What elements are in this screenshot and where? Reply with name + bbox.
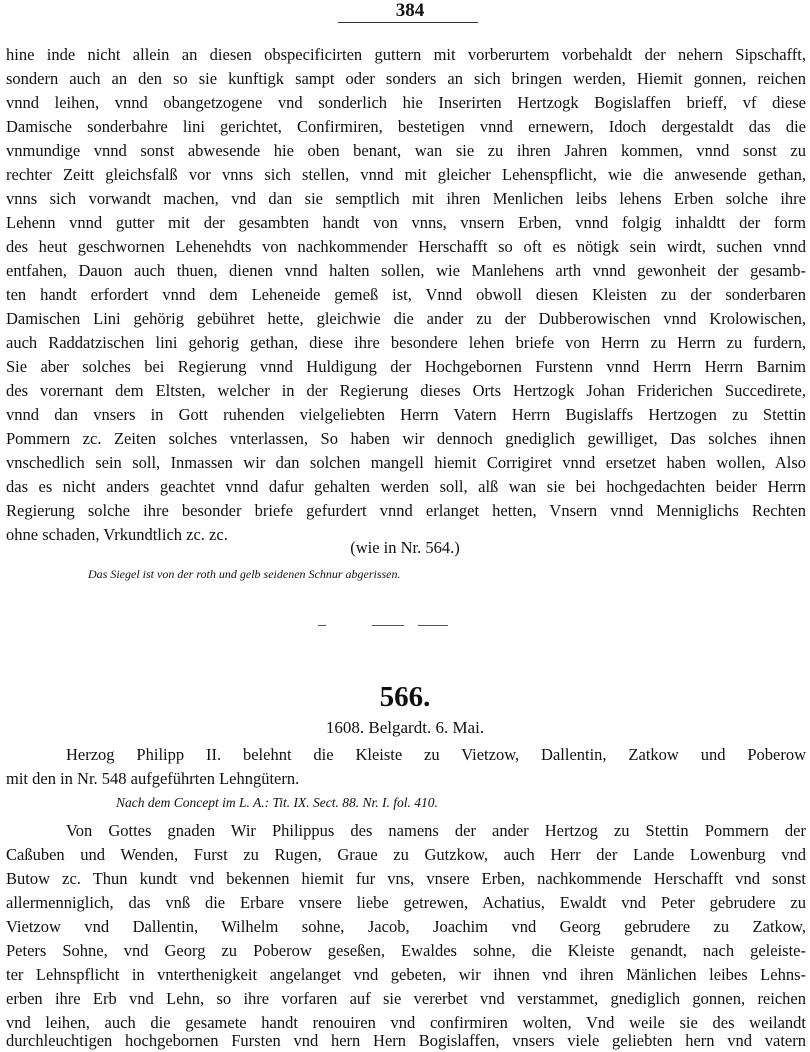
text-line: ohne schaden, Vrkundtlich zc. zc. bbox=[6, 525, 228, 544]
document-date: 1608. Belgardt. 6. Mai. bbox=[325, 718, 485, 737]
reference-note: (wie in Nr. 564.) bbox=[350, 538, 460, 557]
text-line: Peters Sohne, vnd Georg zu Poberow geseßen, Ewaldes sohne, die Kleiste genandt, nach geleiste- bbox=[6, 941, 806, 960]
text-line: ter Lehnspflicht in vnterthenigkeit angelanget vnd gebeten, wir ihnen vnd ihren Mänlichen leibes Lehns- bbox=[6, 965, 806, 984]
text-line: rechter Zeitt gleichsfalß vor vnns sich stellen, vnnd mit gleicher Lehenspflicht, wie die anwesende gethan, bbox=[6, 165, 806, 184]
source-note: Nach dem Concept im L. A.: Tit. IX. Sect. 88. Nr. I. fol. 410. bbox=[116, 795, 438, 810]
text-line: Regierung solche ihre besonder briefe gefurdert vnnd erlanget hetten, Vnsern vnnd Menniglichs Rechten bbox=[6, 501, 806, 520]
text-line: vnnd leihen, vnnd obangetzogene vnd sonderlich hie Inserirten Hertzogk Bogislaffen brieff, vf diese bbox=[6, 93, 806, 112]
text-line: auch Raddatzischen lini gehorig gethan, diese ihre besondere lehen briefe von Herrn zu Herrn zu furdern, bbox=[6, 333, 806, 352]
section-divider bbox=[318, 625, 448, 629]
document-number: 566. bbox=[379, 681, 431, 713]
text-line: vnd leihen, auch die gesamete handt renouiren vnd confirmiren wolten, Vnd weile sie des weilandt bbox=[6, 1013, 806, 1032]
page-number: 384 bbox=[395, 0, 425, 21]
text-line: durchleuchtigen hochgebornen Fursten vnd hern Hern Bogislaffen, vnsers viele geliebten hern vnd vatern bbox=[6, 1031, 806, 1050]
text-line: allermenniglich, das vnß die Erbare vnsere liebe getrewen, Achatius, Ewaldt vnd Peter gebrudere zu bbox=[6, 893, 806, 912]
text-line: des heut geschwornen Lehenehdts von nachkommender Herschafft so oft es nötigk sein wirdt, suchen vnnd bbox=[6, 237, 806, 256]
text-line: Sie aber solches bei Regierung vnnd Huldigung der Hochgebornen Furstenn vnnd Herrn Herrn Barnim bbox=[6, 357, 806, 376]
text-line: vnns sich vorwandt machen, vnd dan sie semptlich mit ihren Menlichen leibs lehens Erben solche ihre bbox=[6, 189, 806, 208]
text-line: Pommern zc. Zeiten solches vnterlassen, So haben wir dennoch gnediglich gewilliget, Das solches ihnen bbox=[6, 429, 806, 448]
text-line: entfahen, Dauon auch thuen, dienen vnnd halten sollen, wie Manlehens arth vnnd gewonheit der gesamb- bbox=[6, 261, 806, 280]
text-line: sondern auch an den so sie kunftigk sampt oder sonders an sich bringen werden, Hiemit gonnen, reichen bbox=[6, 69, 806, 88]
text-line: Butow zc. Thun kundt vnd bekennen hiemit fur vns, vnsere Erben, nachkommende Herschafft vnd sonst bbox=[6, 869, 806, 888]
text-line: erben ihre Erb vnd Lehn, so ihre vorfaren auf sie vererbet vnd verstammet, gnediglich gonnen, reichen bbox=[6, 989, 806, 1008]
text-line: Damische sonderbahre lini gerichtet, Confirmiren, bestetigen vnnd ernewern, Idoch dergestaldt das die bbox=[6, 117, 806, 136]
summary-line: Herzog Philipp II. belehnt die Kleiste zu Vietzow, Dallentin, Zatkow und Poberow bbox=[66, 745, 806, 764]
summary-line: mit den in Nr. 548 aufgeführten Lehngütern. bbox=[6, 769, 300, 788]
text-line: vnschedlich sein soll, Inmassen wir dan solchen mangell hiemit Corrigiret vnnd ersetzet haben wollen, Also bbox=[6, 453, 806, 472]
text-line: ten handt erfordert vnnd dem Leheneide gemeß ist, Vnnd obwoll diesen Kleisten zu der sonderbaren bbox=[6, 285, 806, 304]
text-line: des vorernant dem Eltsten, welcher in der Regierung dieses Orts Hertzogk Johan Friderichen Succedirete, bbox=[6, 381, 806, 400]
text-line: Vietzow vnd Dallentin, Wilhelm sohne, Jacob, Joachim vnd Georg gebrudere zu Zatkow, bbox=[6, 917, 806, 936]
text-line: Lehenn vnnd gutter mit der gesambten handt von vnns, vnsern Erben, vnnd folgig inhaldtt der form bbox=[6, 213, 806, 232]
text-line: das es nicht anders geachtet vnnd dafur gehalten werden soll, alß wan sie bei hochgedachten beider Herrn bbox=[6, 477, 806, 496]
text-line: Von Gottes gnaden Wir Philippus des namens der ander Hertzog zu Stettin Pommern der bbox=[66, 821, 806, 840]
header-rule bbox=[338, 22, 478, 23]
text-line: vnmundige vnnd sonst abwesende hie oben benant, wan sie zu ihren Jahren kommen, vnnd sonst zu bbox=[6, 141, 806, 160]
text-line: Caßuben und Wenden, Furst zu Rugen, Graue zu Gutzkow, auch Herr der Lande Lowenburg vnd bbox=[6, 845, 806, 864]
text-line: Damischen Lini gehörig gebühret hette, gleichwie die ander zu der Dubberowischen vnnd Krolowischen, bbox=[6, 309, 806, 328]
text-line: hine inde nicht allein an diesen obspecificirten guttern mit vorberurtem vorbehaldt der nehern Sipschafft, bbox=[6, 45, 806, 64]
seal-note: Das Siegel ist von der roth und gelb seidenen Schnur abgerissen. bbox=[88, 567, 401, 581]
text-line: vnnd dan vnsers in Gott ruhenden vielgeliebten Herrn Vatern Herrn Bugislaffs Hertzogen zu Stettin bbox=[6, 405, 806, 424]
